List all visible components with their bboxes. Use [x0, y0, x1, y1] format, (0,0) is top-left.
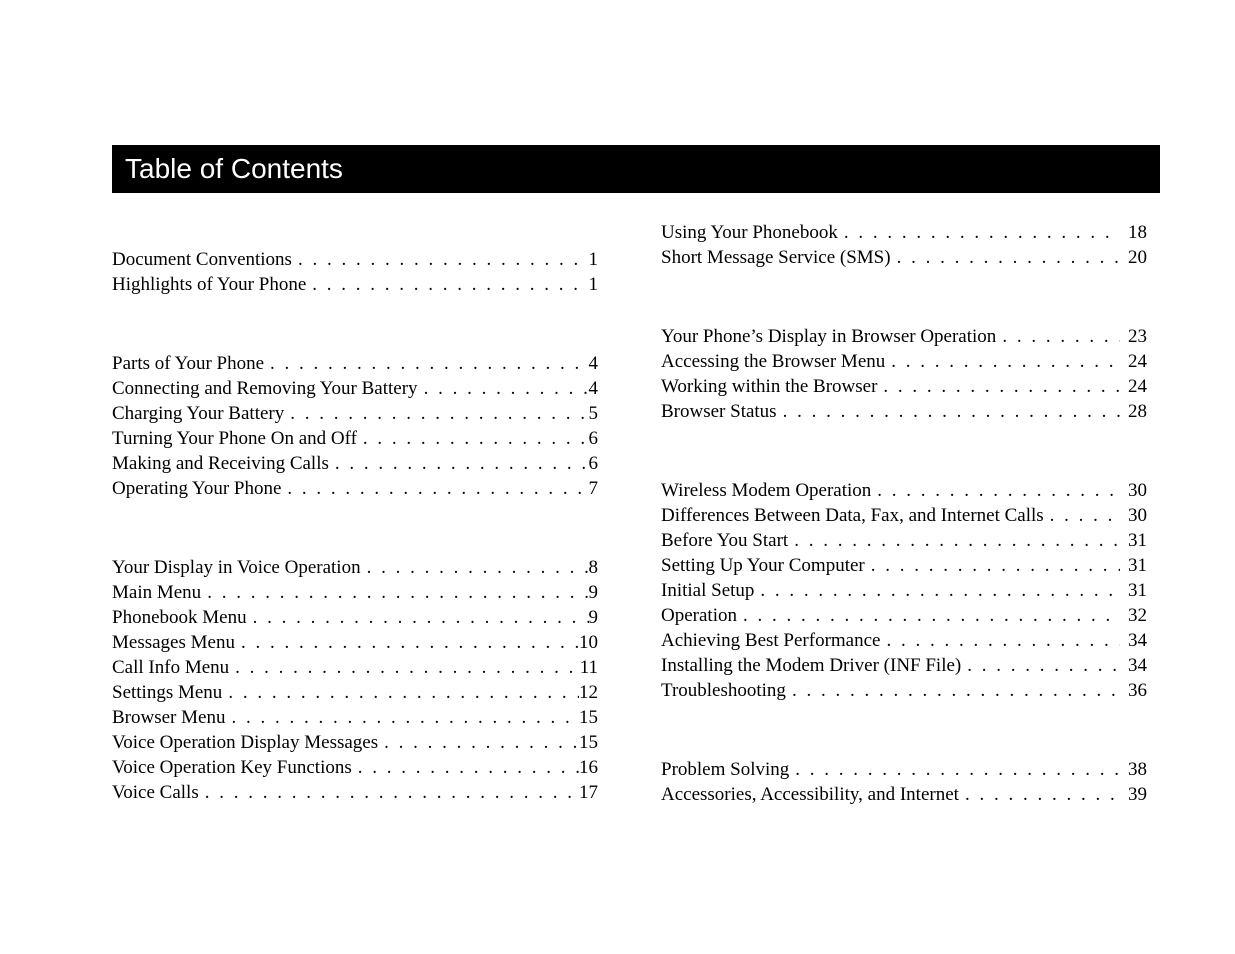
toc-entry-title: Highlights of Your Phone — [112, 274, 307, 295]
toc-entry[interactable] — [112, 580, 598, 605]
toc-dot-leader — [777, 399, 1120, 424]
toc-entry[interactable] — [661, 757, 1147, 782]
toc-section-group — [112, 555, 598, 805]
toc-dot-leader — [959, 782, 1120, 807]
toc-entry-title: Achieving Best Performance — [661, 630, 881, 651]
toc-entry[interactable] — [661, 324, 1147, 349]
toc-dot-leader — [788, 528, 1120, 553]
toc-entry-title: Accessories, Accessibility, and Internet — [661, 784, 959, 805]
toc-section-group — [661, 324, 1147, 424]
toc-entry-title: Parts of Your Phone — [112, 353, 265, 374]
toc-entry[interactable] — [661, 553, 1147, 578]
toc-entry-title: Document Conventions — [112, 249, 292, 270]
toc-entry-title: Browser Menu — [112, 707, 226, 728]
toc-entry-title: Your Display in Voice Operation — [112, 557, 361, 578]
toc-entry[interactable] — [661, 782, 1147, 807]
toc-entry[interactable] — [112, 426, 598, 451]
toc-entry-title: Making and Receiving Calls — [112, 453, 329, 474]
toc-page-number: 31 — [1128, 530, 1147, 551]
toc-page-number: 4 — [588, 353, 598, 374]
toc-dot-leader — [201, 580, 588, 605]
toc-entry-title: Voice Calls — [112, 782, 199, 803]
toc-page-number: 7 — [588, 478, 598, 499]
toc-entry-title: Phonebook Menu — [112, 607, 247, 628]
toc-dot-leader — [225, 705, 579, 730]
toc-entry[interactable] — [112, 755, 598, 780]
toc-section-group — [661, 757, 1147, 807]
toc-page-number: 32 — [1128, 605, 1147, 626]
toc-entry-title: Messages Menu — [112, 632, 235, 653]
toc-dot-leader — [281, 476, 588, 501]
toc-page-number: 30 — [1128, 480, 1147, 501]
toc-section-group — [112, 351, 598, 501]
toc-dot-leader — [786, 678, 1120, 703]
toc-entry-title: Installing the Modem Driver (INF File) — [661, 655, 962, 676]
toc-section-group — [112, 247, 598, 297]
toc-section-group — [661, 220, 1147, 270]
toc-dot-leader — [284, 401, 588, 426]
toc-dot-leader — [754, 578, 1120, 603]
toc-page-number: 6 — [588, 428, 598, 449]
toc-page-number: 5 — [588, 403, 598, 424]
toc-entry[interactable] — [661, 374, 1147, 399]
toc-entry-title: Operating Your Phone — [112, 478, 282, 499]
toc-entry[interactable] — [661, 399, 1147, 424]
toc-entry[interactable] — [112, 680, 598, 705]
toc-dot-leader — [222, 680, 579, 705]
toc-entry[interactable] — [112, 476, 598, 501]
toc-entry[interactable] — [112, 247, 598, 272]
toc-entry-title: Charging Your Battery — [112, 403, 285, 424]
toc-page-number: 8 — [588, 557, 598, 578]
toc-entry[interactable] — [661, 478, 1147, 503]
toc-entry[interactable] — [661, 578, 1147, 603]
toc-entry[interactable] — [112, 272, 598, 297]
toc-entry[interactable] — [112, 605, 598, 630]
toc-dot-leader — [229, 655, 580, 680]
toc-entry-title: Wireless Modem Operation — [661, 480, 872, 501]
toc-page-number: 4 — [588, 378, 598, 399]
toc-header-bar — [112, 145, 1160, 193]
toc-entry[interactable] — [112, 376, 598, 401]
toc-page-number: 20 — [1128, 247, 1147, 268]
toc-entry[interactable] — [661, 503, 1147, 528]
toc-entry[interactable] — [112, 451, 598, 476]
toc-page-number: 34 — [1128, 655, 1147, 676]
toc-page-number: 1 — [588, 274, 598, 295]
toc-entry[interactable] — [661, 528, 1147, 553]
toc-entry[interactable] — [661, 628, 1147, 653]
toc-entry[interactable] — [661, 349, 1147, 374]
toc-entry[interactable] — [112, 705, 598, 730]
toc-page-number: 16 — [579, 757, 598, 778]
toc-entry[interactable] — [112, 630, 598, 655]
toc-left-column — [112, 247, 598, 805]
toc-page-number: 31 — [1128, 555, 1147, 576]
toc-entry-title: Settings Menu — [112, 682, 223, 703]
toc-entry-title: Using Your Phonebook — [661, 222, 838, 243]
toc-page-number: 6 — [588, 453, 598, 474]
toc-entry-title: Call Info Menu — [112, 657, 230, 678]
toc-page-number: 34 — [1128, 630, 1147, 651]
toc-entry-title: Connecting and Removing Your Battery — [112, 378, 418, 399]
toc-entry[interactable] — [112, 780, 598, 805]
toc-dot-leader — [1044, 503, 1120, 528]
toc-entry-title: Troubleshooting — [661, 680, 786, 701]
toc-entry[interactable] — [661, 220, 1147, 245]
toc-dot-leader — [361, 555, 589, 580]
toc-entry-title: Main Menu — [112, 582, 202, 603]
toc-page-number: 17 — [579, 782, 598, 803]
toc-page-number: 36 — [1128, 680, 1147, 701]
toc-page-number: 39 — [1128, 784, 1147, 805]
toc-page-number: 10 — [579, 632, 598, 653]
toc-entry[interactable] — [661, 245, 1147, 270]
toc-dot-leader — [885, 349, 1120, 374]
toc-entry[interactable] — [112, 351, 598, 376]
toc-page-number: 11 — [579, 657, 598, 678]
toc-dot-leader — [357, 426, 589, 451]
toc-page-number: 15 — [579, 707, 598, 728]
toc-dot-leader — [737, 603, 1120, 628]
toc-dot-leader — [306, 272, 588, 297]
toc-entry[interactable] — [112, 555, 598, 580]
toc-entry[interactable] — [661, 653, 1147, 678]
toc-entry-title: Initial Setup — [661, 580, 755, 601]
toc-page-number: 24 — [1128, 351, 1147, 372]
toc-dot-leader — [880, 628, 1120, 653]
toc-page-number: 9 — [588, 607, 598, 628]
toc-dot-leader — [292, 247, 589, 272]
toc-entry-title: Setting Up Your Computer — [661, 555, 865, 576]
toc-page-number: 38 — [1128, 759, 1147, 780]
toc-dot-leader — [789, 757, 1120, 782]
toc-page-number: 24 — [1128, 376, 1147, 397]
toc-page-number: 1 — [588, 249, 598, 270]
toc-entry-title: Voice Operation Key Functions — [112, 757, 352, 778]
toc-dot-leader — [264, 351, 588, 376]
toc-dot-leader — [877, 374, 1120, 399]
toc-page-number: 28 — [1128, 401, 1147, 422]
toc-entry-title: Operation — [661, 605, 737, 626]
toc-page-number: 12 — [579, 682, 598, 703]
toc-dot-leader — [329, 451, 589, 476]
toc-page-number: 18 — [1128, 222, 1147, 243]
toc-entry[interactable] — [112, 655, 598, 680]
toc-entry-title: Before You Start — [661, 530, 789, 551]
toc-entry-title: Working within the Browser — [661, 376, 878, 397]
toc-entry-title: Differences Between Data, Fax, and Internet Calls — [661, 505, 1044, 526]
toc-dot-leader — [996, 324, 1120, 349]
toc-entry-title: Your Phone’s Display in Browser Operation — [661, 326, 997, 347]
toc-entry[interactable] — [661, 678, 1147, 703]
toc-entry[interactable] — [112, 730, 598, 755]
toc-dot-leader — [352, 755, 579, 780]
toc-page-number: 23 — [1128, 326, 1147, 347]
toc-entry-title: Browser Status — [661, 401, 777, 422]
toc-dot-leader — [247, 605, 589, 630]
toc-entry-title: Problem Solving — [661, 759, 790, 780]
toc-entry-title: Turning Your Phone On and Off — [112, 428, 357, 449]
toc-dot-leader — [235, 630, 579, 655]
toc-entry-title: Accessing the Browser Menu — [661, 351, 886, 372]
toc-dot-leader — [418, 376, 589, 401]
toc-dot-leader — [891, 245, 1120, 270]
toc-dot-leader — [378, 730, 579, 755]
toc-entry-title: Voice Operation Display Messages — [112, 732, 379, 753]
page-title: Table of Contents — [125, 153, 343, 184]
toc-page-number: 15 — [579, 732, 598, 753]
toc-dot-leader — [199, 780, 579, 805]
toc-entry-title: Short Message Service (SMS) — [661, 247, 891, 268]
toc-entry[interactable] — [661, 603, 1147, 628]
toc-page-number: 9 — [588, 582, 598, 603]
toc-right-column — [661, 220, 1147, 807]
toc-page-number: 30 — [1128, 505, 1147, 526]
toc-dot-leader — [838, 220, 1120, 245]
toc-page-number: 31 — [1128, 580, 1147, 601]
toc-dot-leader — [961, 653, 1120, 678]
toc-section-group — [661, 478, 1147, 703]
toc-dot-leader — [865, 553, 1120, 578]
toc-entry[interactable] — [112, 401, 598, 426]
toc-dot-leader — [871, 478, 1120, 503]
